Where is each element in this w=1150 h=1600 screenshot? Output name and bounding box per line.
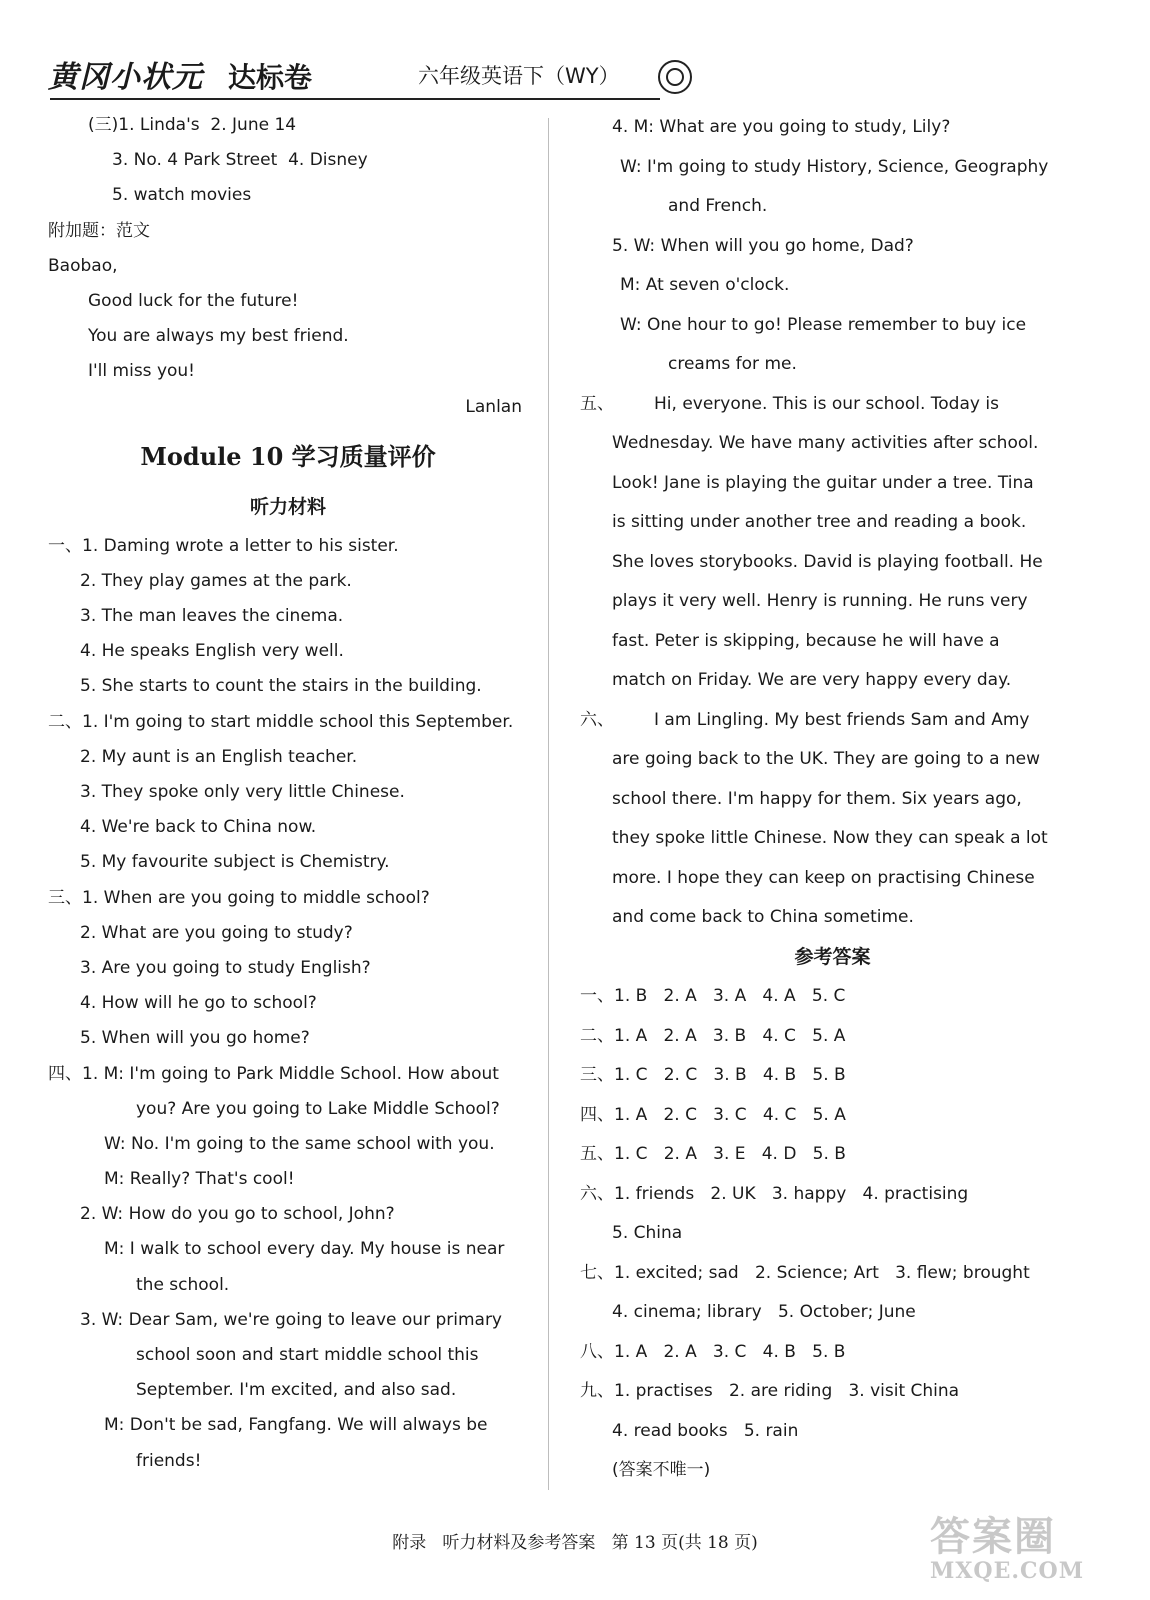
right-column [580,108,1055,1491]
dialogue-line: M: Really? That's cool! [104,1169,295,1190]
dialogue-line: school soon and start middle school this [136,1345,479,1365]
answer-row: 五、1. C 2. A 3. E 4. D 5. B [580,1144,846,1164]
dialogue-line: 3. W: Dear Sam, we're going to leave our primary [80,1309,502,1330]
passage-line: Look! Jane is playing the guitar under a tree. Tina [612,472,1034,493]
answers-title: 参考答案 [794,945,871,968]
passage-line: and come back to China sometime. [612,907,914,927]
section-line: 3. The man leaves the cinema. [80,606,344,627]
section-line: 5. She starts to count the stairs in the building. [80,676,482,697]
section-line: 一、1. Daming wrote a letter to his sister. [48,535,399,556]
part3-answers-row2: 3. No. 4 Park Street 4. Disney [112,150,368,171]
section-line: 5. When will you go home? [80,1028,310,1049]
answer-note: (答案不唯一) [612,1460,711,1480]
grade-label: 六年级英语下（WY） [418,64,620,88]
section-line: 4. How will he go to school? [80,993,317,1014]
answer-row: 4. cinema; library 5. October; June [612,1302,916,1322]
dialogue-line: W: No. I'm going to the same school with you. [104,1133,495,1154]
part3-answers-row1: (三)1. Linda's 2. June 14 [88,115,297,135]
answer-row: 4. read books 5. rain [612,1420,799,1441]
passage-line: more. I hope they can keep on practising Chinese [612,867,1035,888]
dialogue-line: W: I'm going to study History, Science, Geography [620,156,1049,177]
extra-question-title: 附加题：范文 [48,220,150,241]
section-line: 2. They play games at the park. [80,570,352,591]
dialogue-line: W: One hour to go! Please remember to buy ice [620,314,1027,335]
dialogue-line: 5. W: When will you go home, Dad? [612,235,914,256]
passage-line: 五、 Hi, everyone. This is our school. Today is [580,393,999,414]
answer-row: 二、1. A 2. A 3. B 4. C 5. A [580,1025,846,1046]
part3-answers-row3: 5. watch movies [112,185,252,206]
section-line: 4. We're back to China now. [80,817,317,838]
answer-row: 5. China [612,1223,683,1243]
section-line: 2. My aunt is an English teacher. [80,746,358,767]
brand-subtitle: 达标卷 [228,61,313,94]
passage-line: is sitting under another tree and reading a book. [612,512,1027,532]
dialogue-line: M: I walk to school every day. My house is near [104,1239,505,1260]
dialogue-line: creams for me. [668,354,797,374]
section-line: 4. He speaks English very well. [80,641,344,662]
page-header [40,46,690,106]
spiral-ornament-icon [658,60,692,94]
dialogue-line: friends! [136,1450,202,1471]
section-line: 3. Are you going to study English? [80,957,371,978]
header-rule [50,98,660,100]
letter-line: I'll miss you! [88,361,195,382]
answer-row: 四、1. A 2. C 3. C 4. C 5. A [580,1104,846,1125]
section-line: 3. They spoke only very little Chinese. [80,782,405,802]
answer-row: 八、1. A 2. A 3. C 4. B 5. B [580,1341,846,1362]
answer-row: 九、1. practises 2. are riding 3. visit China [580,1381,960,1401]
answer-row: 六、1. friends 2. UK 3. happy 4. practising [580,1183,969,1204]
passage-line: plays it very well. Henry is running. He runs very [612,591,1028,611]
left-column [48,108,528,1479]
dialogue-line: 4. M: What are you going to study, Lily? [612,117,951,137]
section-line: 二、1. I'm going to start middle school this September. [48,711,514,732]
module-title: Module 10 学习质量评价 [140,441,436,471]
passage-line: Wednesday. We have many activities after school. [612,433,1039,453]
passage-line: fast. Peter is skipping, because he will have a [612,630,1000,651]
dialogue-line: 四、1. M: I'm going to Park Middle School. How about [48,1063,499,1084]
passage-line: school there. I'm happy for them. Six years ago, [612,788,1022,809]
dialogue-line: September. I'm excited, and also sad. [136,1380,457,1401]
answer-row: 七、1. excited; sad 2. Science; Art 3. flew; brought [580,1262,1030,1283]
listening-title: 听力材料 [249,495,326,518]
passage-line: are going back to the UK. They are going to a new [612,749,1041,769]
section-line: 5. My favourite subject is Chemistry. [80,852,390,873]
answer-row: 一、1. B 2. A 3. A 4. A 5. C [580,986,846,1006]
site-watermark: 答案圈 MXQE.COM [930,1513,1085,1584]
column-divider [548,118,549,1490]
dialogue-line: M: Don't be sad, Fangfang. We will always be [104,1415,488,1436]
letter-greeting: Baobao, [48,255,118,276]
section-line: 三、1. When are you going to middle school? [48,887,430,908]
section-line: 2. What are you going to study? [80,922,353,943]
passage-line: match on Friday. We are very happy every day. [612,670,1012,690]
dialogue-line: 2. W: How do you go to school, John? [80,1204,395,1225]
dialogue-line: M: At seven o'clock. [620,275,790,295]
letter-line: Good luck for the future! [88,290,299,311]
dialogue-line: and French. [668,196,768,216]
letter-line: You are always my best friend. [88,326,349,347]
brand-logo: 黄冈小状元 [48,60,203,95]
dialogue-line: you? Are you going to Lake Middle School? [136,1098,500,1119]
answer-row: 三、1. C 2. C 3. B 4. B 5. B [580,1065,846,1085]
passage-line: they spoke little Chinese. Now they can speak a lot [612,828,1048,848]
letter-signature: Lanlan [465,396,522,417]
passage-line: 六、 I am Lingling. My best friends Sam and Amy [580,709,1030,730]
dialogue-line: the school. [136,1274,230,1295]
passage-line: She loves storybooks. David is playing football. He [612,551,1043,572]
page-footer: 附录 听力材料及参考答案 第 13 页(共 18 页) [392,1533,758,1553]
